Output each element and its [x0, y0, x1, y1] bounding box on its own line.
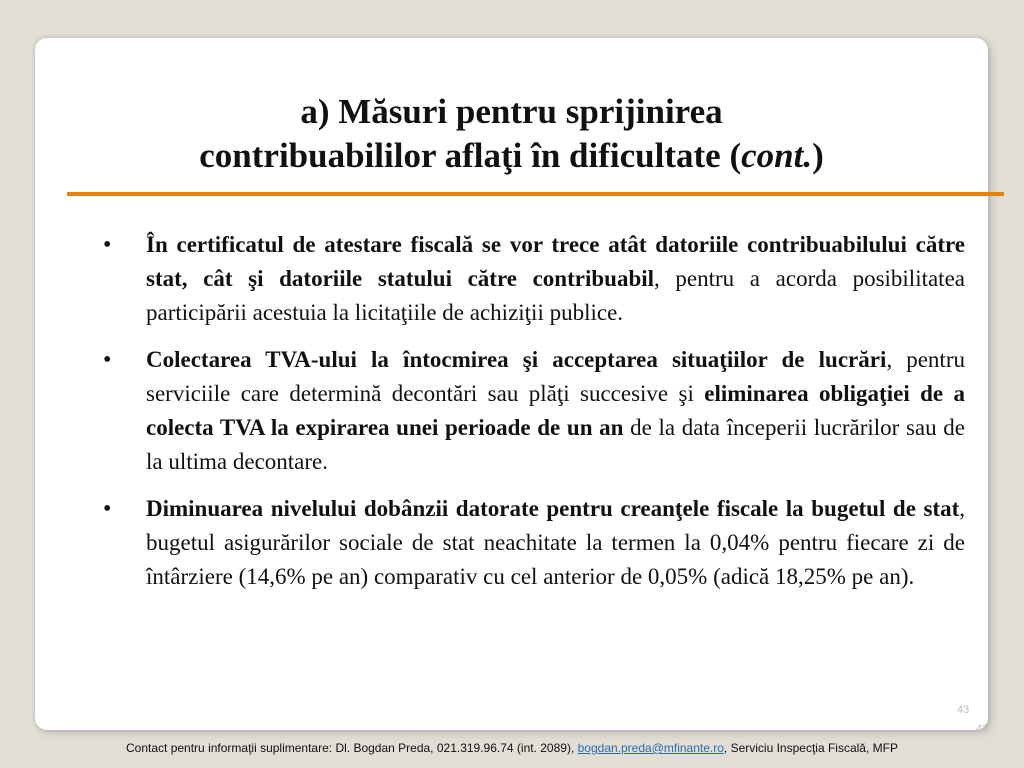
- bullet-dot-icon: •: [103, 496, 112, 522]
- bullet-text-regular: , pentru serviciile care determină decontări sau plăţi succesive şi: [146, 347, 965, 406]
- bullet-text: [146, 492, 965, 594]
- bullet-text: [146, 228, 965, 330]
- contact-footer: [0, 741, 1024, 755]
- title-line-2-main: contribuabililor aflaţi în dificultate (: [199, 136, 742, 175]
- bullet-text-regular: , pentru a acorda posibilitatea participării acestuia la licitaţiile de achiziţii publice.: [146, 266, 965, 325]
- page-number-secondary: 43: [976, 723, 989, 735]
- bullet-text-bold: Diminuarea nivelului dobânzii datorate pentru creanţele fiscale la bugetul de stat: [146, 496, 960, 521]
- bullet-item: [99, 228, 965, 330]
- bullet-item: [99, 343, 965, 479]
- page-number: 43: [957, 704, 970, 716]
- bullet-text-bold: În certificatul de atestare fiscală se vor trece atât datoriile contribuabilului către stat, cât şi datoriile statului către contribuabil: [146, 232, 965, 291]
- title-line-2-end: ): [812, 136, 824, 175]
- footer-email-link[interactable]: bogdan.preda@mfinante.ro: [577, 741, 724, 755]
- bullet-text-regular: , bugetul asigurărilor sociale de stat neachitate la termen la 0,04% pentru fiecare zi de întârziere (14,6% pe an) comparativ cu cel anterior de 0,05% (adică 18,25% pe an).: [146, 496, 965, 589]
- title-line-2: [35, 134, 988, 178]
- bullet-text-regular: de la data începerii lucrărilor sau de la ultima decontare.: [146, 415, 965, 474]
- footer-department-text: , Serviciu Inspecţia Fiscală, MFP: [723, 741, 898, 755]
- footer-contact-text: Contact pentru informaţii suplimentare: Dl. Bogdan Preda, 021.319.96.74 (int. 2089),: [126, 741, 578, 755]
- slide-card: [35, 38, 988, 730]
- title-line-1: a) Măsuri pentru sprijinirea: [300, 92, 723, 131]
- bullet-text: [146, 343, 965, 479]
- bullet-text-bold: eliminarea obligaţiei de a colecta TVA la expirarea unei perioade de un an: [146, 381, 965, 440]
- title-line-2-italic: cont.: [741, 136, 813, 175]
- bullet-dot-icon: •: [103, 347, 112, 373]
- bullet-list: [99, 228, 965, 607]
- bullet-text-bold: Colectarea TVA-ului la întocmirea şi acceptarea situaţiilor de lucrări: [146, 347, 887, 372]
- title-divider: [67, 192, 1004, 196]
- bullet-dot-icon: •: [103, 232, 112, 258]
- slide-title: [35, 90, 988, 178]
- bullet-item: [99, 492, 965, 594]
